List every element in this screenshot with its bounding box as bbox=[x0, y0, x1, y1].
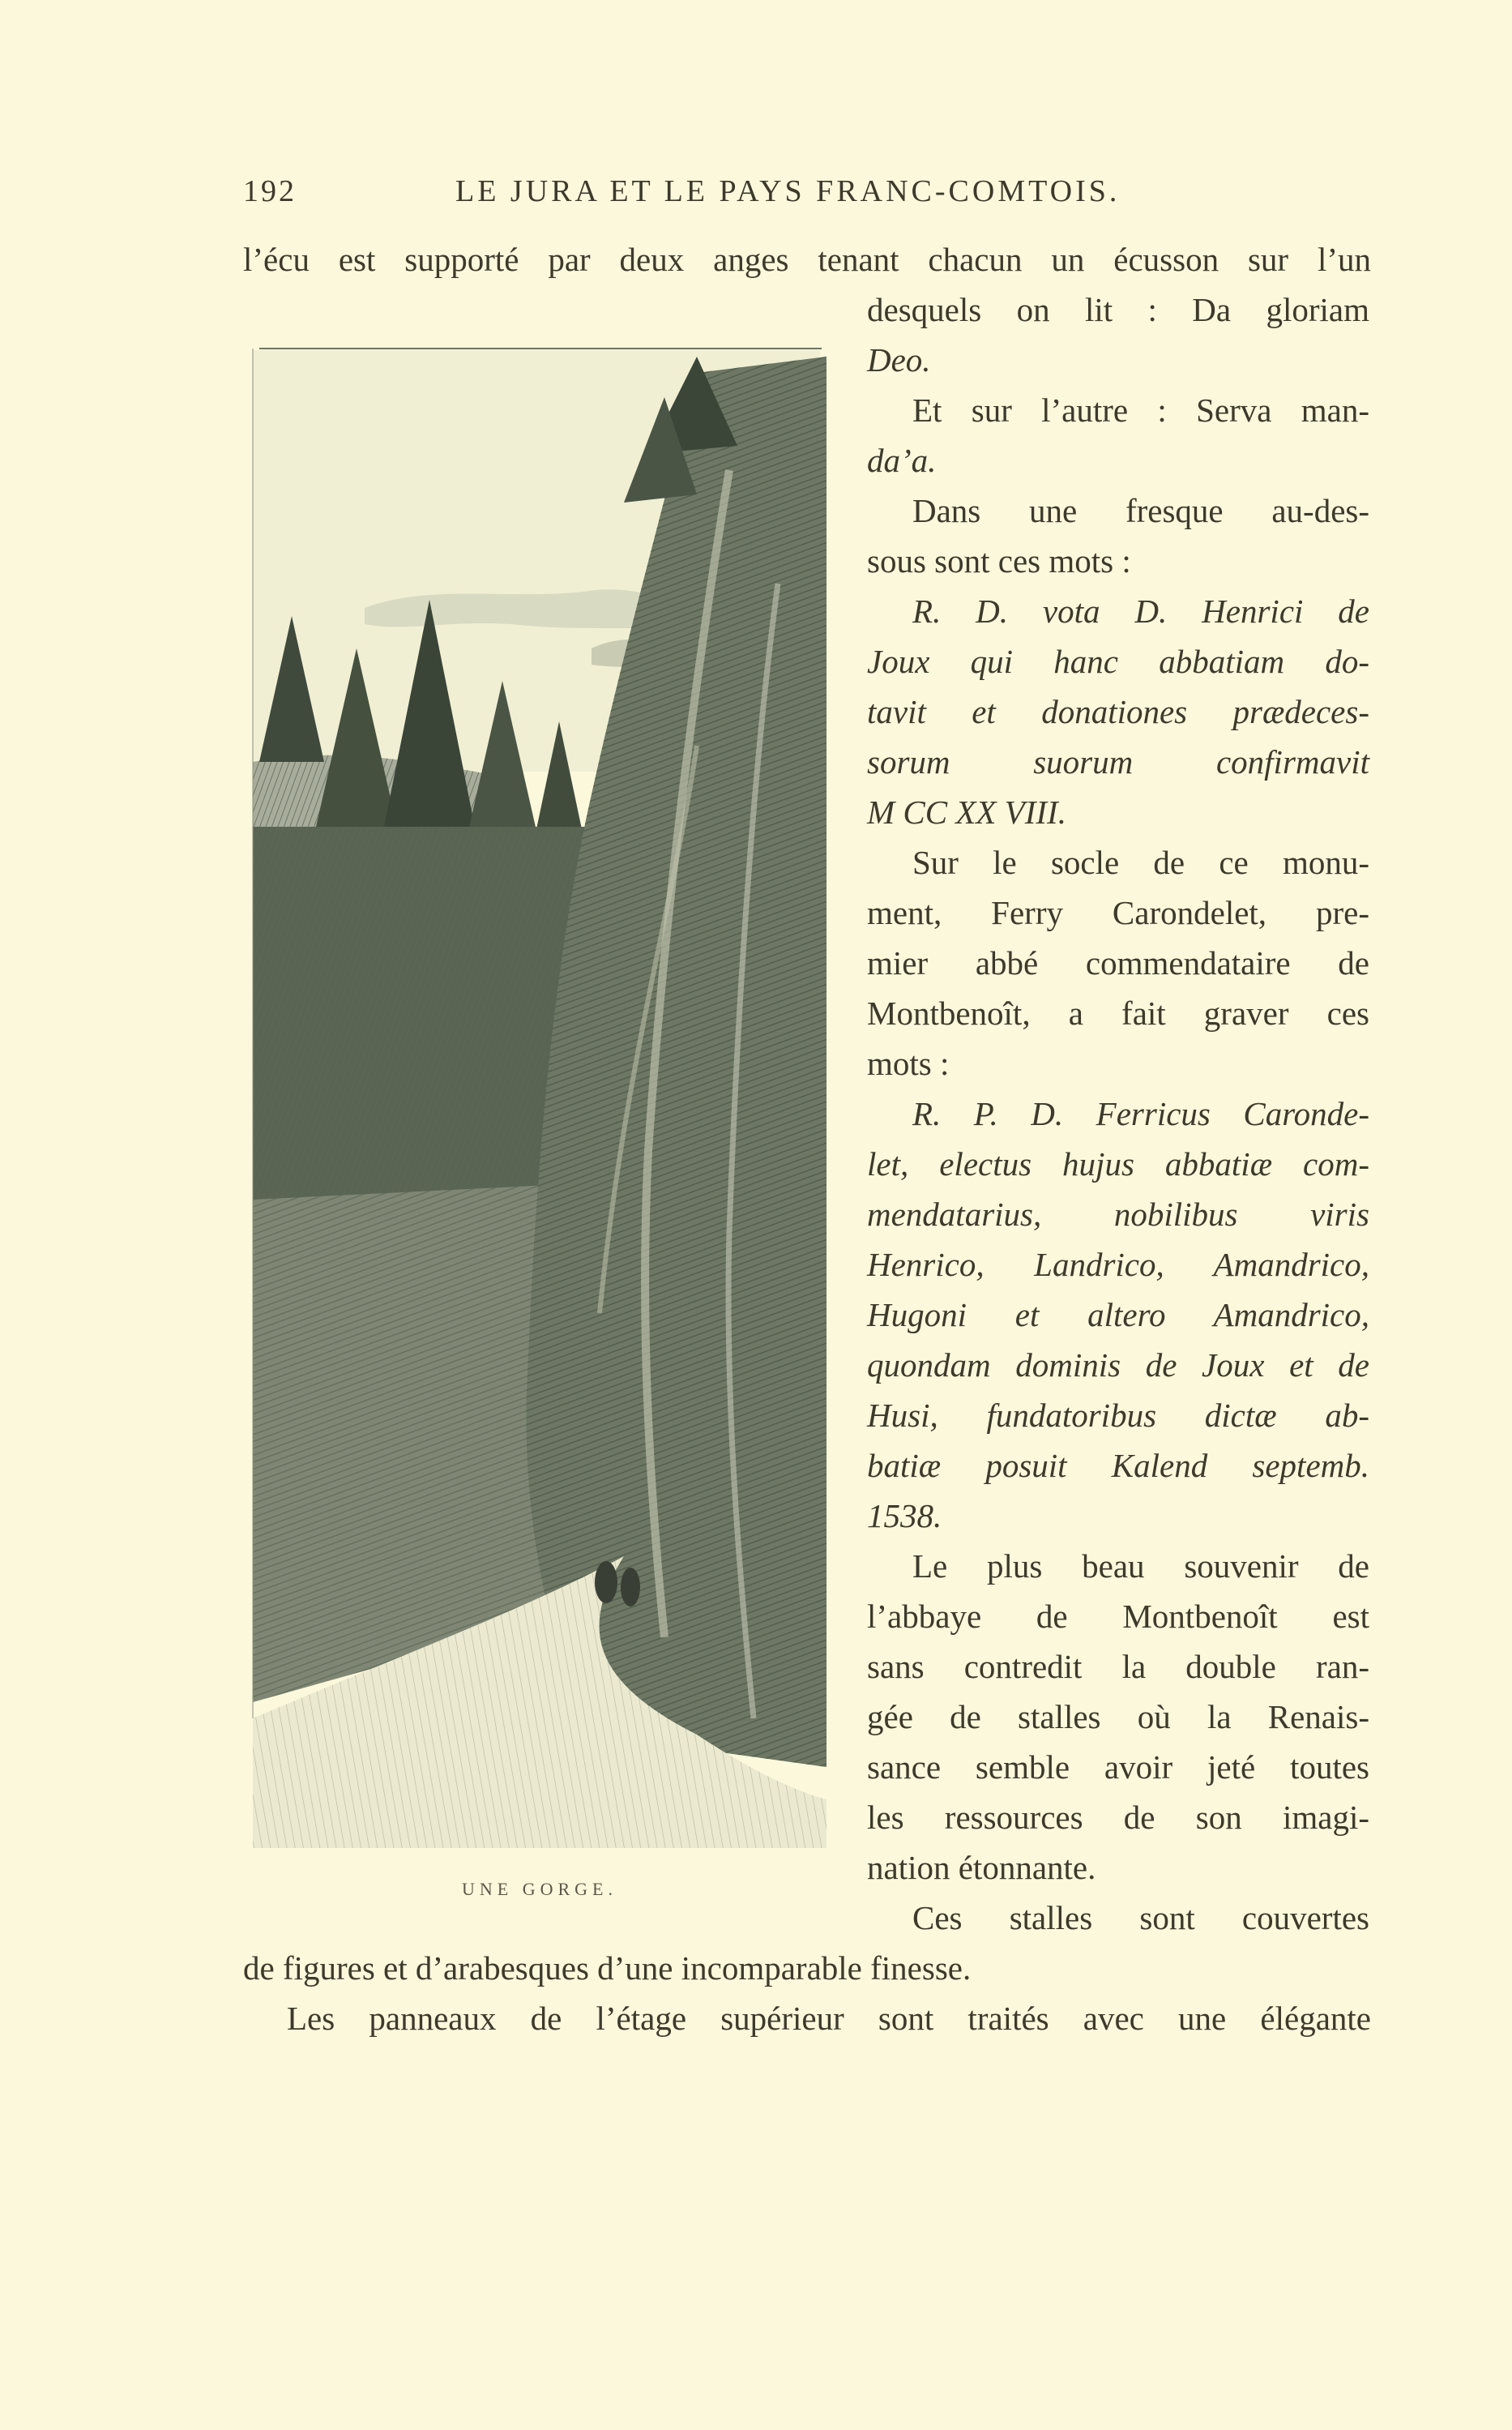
text-line: R. P. D. Ferricus Caronde- bbox=[912, 1095, 1369, 1132]
text-line: sorum suorum confirmavit bbox=[867, 743, 1369, 781]
text-line: M CC XX VIII. bbox=[867, 794, 1066, 831]
text-line: gée de stalles où la Renais- bbox=[867, 1698, 1369, 1735]
page-number: 192 bbox=[243, 174, 297, 208]
text-line: Joux qui hanc abbatiam do- bbox=[867, 643, 1369, 680]
running-head bbox=[243, 173, 1199, 214]
text-line: Dans une fresque au-des- bbox=[912, 492, 1369, 529]
text-line: sous sont ces mots : bbox=[867, 542, 1131, 580]
text-line: mots : bbox=[867, 1045, 950, 1082]
text-line: R. D. vota D. Henrici de bbox=[912, 593, 1369, 630]
text-line: Henrico, Landrico, Amandrico, bbox=[867, 1246, 1369, 1283]
text-line: ment, Ferry Carondelet, pre- bbox=[867, 894, 1369, 931]
text-line: nation étonnante. bbox=[867, 1849, 1096, 1886]
text-line: da’a. bbox=[867, 442, 937, 479]
text-line: batiæ posuit Kalend septemb. bbox=[867, 1447, 1369, 1484]
text-line: mier abbé commendataire de bbox=[867, 944, 1369, 982]
text-line: Et sur l’autre : Serva man- bbox=[912, 391, 1369, 429]
text-line: Montbenoît, a fait graver ces bbox=[867, 995, 1369, 1032]
text-line: Le plus beau souvenir de bbox=[912, 1547, 1369, 1585]
text-line: l’abbaye de Montbenoît est bbox=[867, 1598, 1369, 1635]
text-line: Sur le socle de ce monu- bbox=[912, 844, 1369, 881]
text-line: de figures et d’arabesques d’une incomparable finesse. bbox=[243, 1949, 972, 1987]
text-line: mendatarius, nobilibus viris bbox=[867, 1196, 1369, 1233]
running-title: LE JURA ET LE PAYS FRANC-COMTOIS. bbox=[455, 174, 1121, 208]
text-line: let, electus hujus abbatiæ com- bbox=[867, 1145, 1369, 1183]
gorge-illustration bbox=[243, 340, 826, 1848]
text-line: tavit et donationes prædeces- bbox=[867, 693, 1369, 730]
text-line: les ressources de son imagi- bbox=[867, 1799, 1369, 1836]
text-line: Les panneaux de l’étage supérieur sont traités avec une élégante bbox=[287, 2000, 1371, 2037]
figure-caption: UNE GORGE. bbox=[462, 1879, 617, 1899]
text-line: 1538. bbox=[867, 1497, 942, 1534]
text-line: Deo. bbox=[867, 341, 931, 379]
text-line: Hugoni et altero Amandrico, bbox=[867, 1296, 1369, 1333]
text-line: desquels on lit : Da gloriam bbox=[867, 291, 1369, 328]
text-line: Ces stalles sont couvertes bbox=[912, 1899, 1369, 1936]
text-line: l’écu est supporté par deux anges tenant chacun un écusson sur l’un bbox=[243, 241, 1371, 278]
text-line: sans contredit la double ran- bbox=[867, 1648, 1369, 1685]
text-line: quondam dominis de Joux et de bbox=[867, 1346, 1369, 1384]
text-line: Husi, fundatoribus dictæ ab- bbox=[867, 1397, 1369, 1434]
gorge-engraving bbox=[243, 340, 826, 1848]
text-line: sance semble avoir jeté toutes bbox=[867, 1748, 1369, 1786]
